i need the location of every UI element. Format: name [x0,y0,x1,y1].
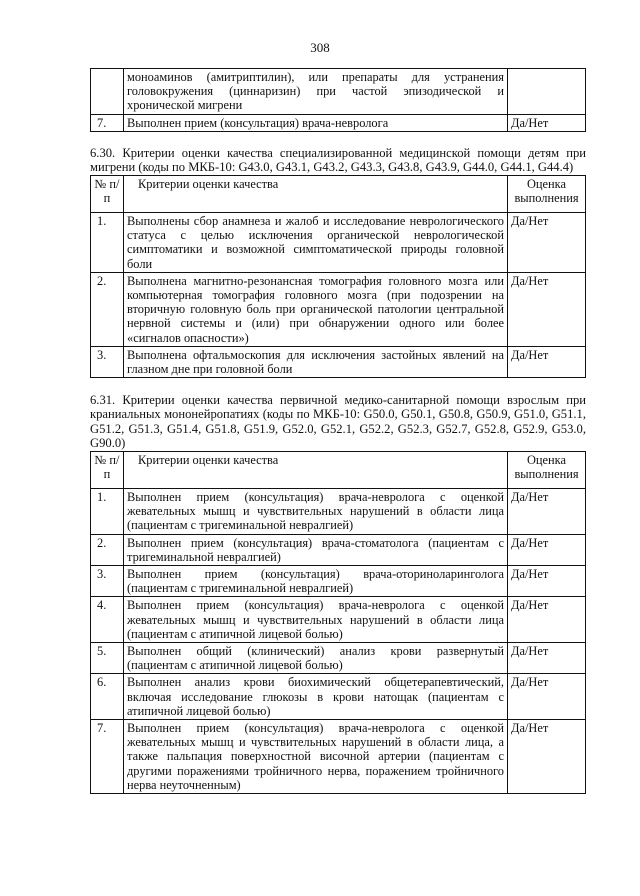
row-result: Да/Нет [508,674,586,720]
table-row [91,720,586,794]
row-result [508,69,586,115]
criterion-text: Выполнен прием (консультация) врача-невролога с оценкой жевательных мышц и чувствительных нарушений в области лица, а также пальпация поверхностной височной артерии (пациентам с другими поражениями тройничного нерва, поражением тройничного нерва неуточненным) [124,720,508,794]
table-row [91,213,586,273]
page-number: 308 [310,40,330,55]
row-number: 4. [91,597,124,643]
row-result: Да/Нет [508,720,586,794]
table-row [91,534,586,565]
criterion-text: Выполнен прием (консультация) врача-невролога с оценкой жевательных мышц и чувствительных нарушений в области лица (пациентам с тригеминальной невралгией) [124,489,508,535]
table-header-row [91,176,586,213]
criterion-text: Выполнен прием (консультация) врача-оториноларинголога (пациентам с тригеминальной невралгией) [124,566,508,597]
row-result: Да/Нет [508,114,586,131]
table-row [91,643,586,674]
header-criteria: Критерии оценки качества [124,452,508,489]
criterion-text: Выполнена магнитно-резонансная томография головного мозга или компьютерная томография головного мозга (при подозрении на вторичную головную боль при органической патологии центральной нервной системы и (или) при обнаружении одного или более «сигналов опасности») [124,272,508,346]
row-result: Да/Нет [508,597,586,643]
header-result: Оценка выполнения [508,452,586,489]
criterion-text: Выполнен анализ крови биохимический общетерапевтический, включая исследование глюкозы в крови натощак (пациентам с атипичной лицевой болью) [124,674,508,720]
header-number: № п/п [91,452,124,489]
table-row [91,597,586,643]
row-number: 2. [91,534,124,565]
row-number: 2. [91,272,124,346]
criterion-text: моноаминов (амитриптилин), или препараты для устранения головокружения (циннаризин) при частой эпизодической и хронической мигрени [124,69,508,115]
criterion-text: Выполнены сбор анамнеза и жалоб и исследование неврологического статуса с целью исключения органической неврологической симптоматики и возможной симптоматической природы головной боли [124,213,508,273]
criterion-text: Выполнен прием (консультация) врача-невролога [124,114,508,131]
table-row [91,674,586,720]
row-number: 3. [91,346,124,377]
header-criteria: Критерии оценки качества [124,176,508,213]
table-row [91,346,586,377]
row-result: Да/Нет [508,272,586,346]
continuation-table [90,68,586,132]
row-result: Да/Нет [508,566,586,597]
row-result: Да/Нет [508,534,586,565]
table-row [91,489,586,535]
section-6-30-title: 6.30. Критерии оценки качества специализированной медицинской помощи детям при мигрени (коды по МКБ-10: G43.0, G43.1, G43.2, G43.3, G43.8, G43.9, G44.0, G44.1, G44.4) [90,146,586,175]
row-number: 6. [91,674,124,720]
row-number: 3. [91,566,124,597]
row-result: Да/Нет [508,346,586,377]
section-6-31-table [90,451,586,794]
header-number: № п/п [91,176,124,213]
row-result: Да/Нет [508,489,586,535]
row-result: Да/Нет [508,643,586,674]
row-number: 7. [91,720,124,794]
row-number [91,69,124,115]
header-result: Оценка выполнения [508,176,586,213]
row-number: 1. [91,489,124,535]
table-row [91,114,586,131]
criterion-text: Выполнен прием (консультация) врача-стоматолога (пациентам с тригеминальной невралгией) [124,534,508,565]
table-row [91,69,586,115]
criterion-text: Выполнена офтальмоскопия для исключения застойных явлений на глазном дне при головной боли [124,346,508,377]
row-result: Да/Нет [508,213,586,273]
criterion-text: Выполнен общий (клинический) анализ крови развернутый (пациентам с атипичной лицевой болью) [124,643,508,674]
table-row [91,566,586,597]
row-number: 7. [91,114,124,131]
table-row [91,272,586,346]
row-number: 5. [91,643,124,674]
table-header-row [91,452,586,489]
criterion-text: Выполнен прием (консультация) врача-невролога с оценкой жевательных мышц и чувствительных нарушений в области лица (пациентам с атипичной лицевой болью) [124,597,508,643]
section-6-30-table [90,175,586,378]
row-number: 1. [91,213,124,273]
section-6-31-title: 6.31. Критерии оценки качества первичной медико-санитарной помощи взрослым при краниальных мононейропатиях (коды по МКБ-10: G50.0, G50.1, G50.8, G50.9, G51.0, G51.1, G51.2, G51.3, G51.4, G51.8, G51.9, G52.0, G52.1, G52.2, G52.3, G52.7, G52.8, G52.9, G53.0, G90.0) [90,393,586,451]
